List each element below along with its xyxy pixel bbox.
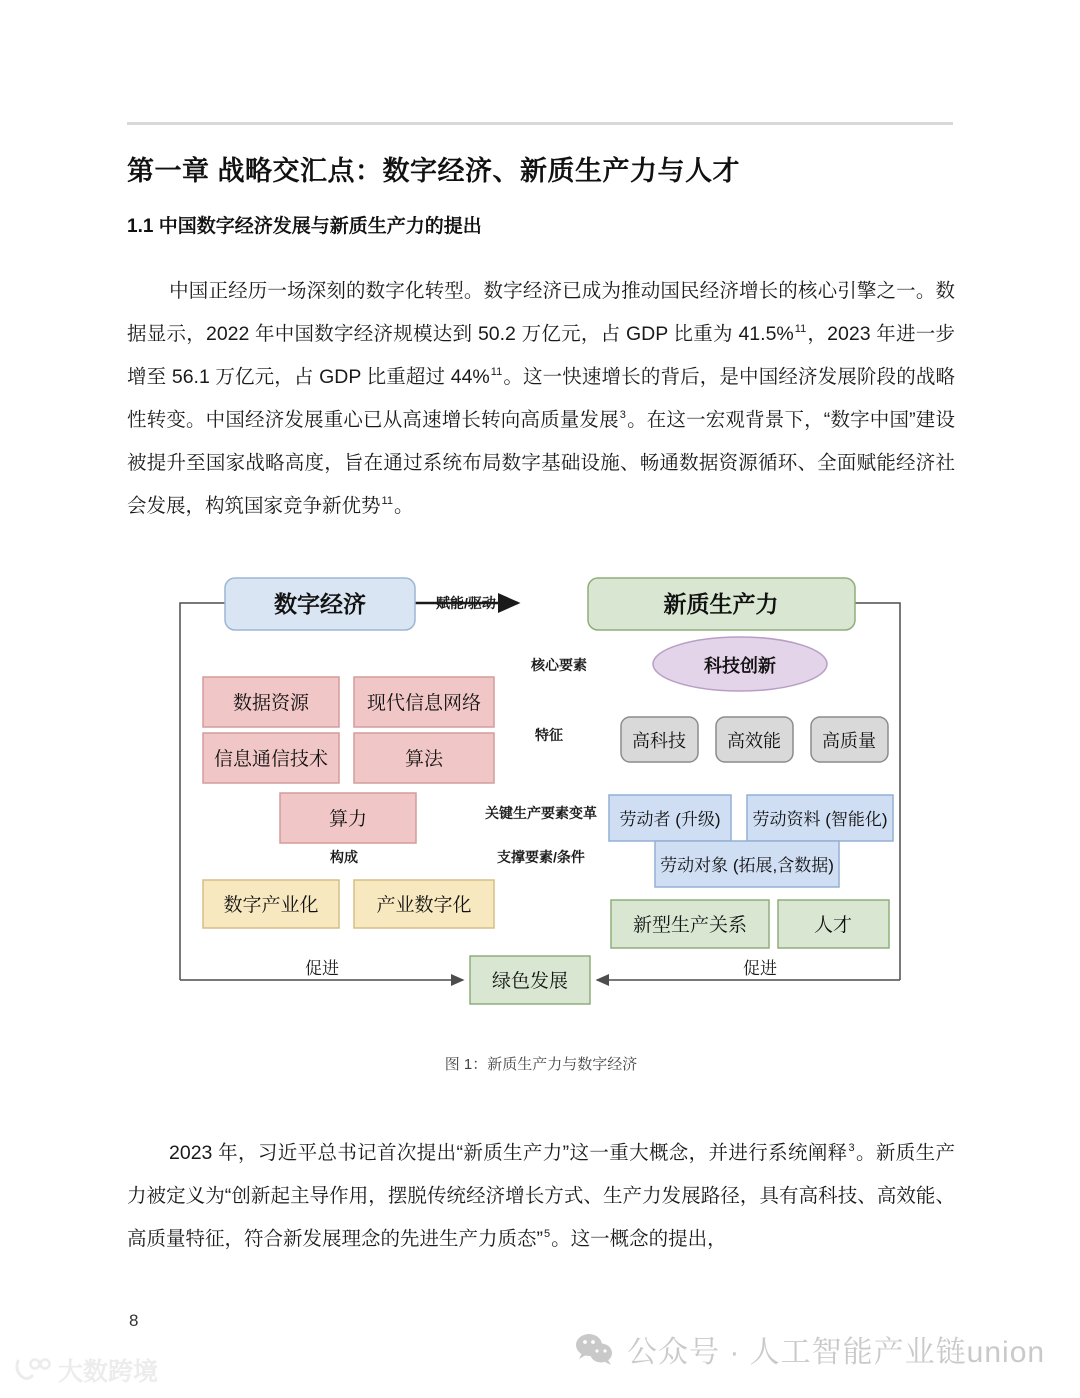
watermark-wechat-public-account: [575, 1327, 1045, 1371]
edge-label-promote-right: 促进: [743, 959, 777, 978]
page-number: 8: [129, 1311, 139, 1330]
body-paragraph-2: [127, 1132, 955, 1261]
body-paragraph-1: [127, 270, 955, 528]
factor-reform-0: [609, 795, 731, 841]
row-label-core-element: 核心要素: [531, 657, 587, 673]
p1-segment-1: 中国正经历一场深刻的数字化转型。数字经济已成为推动国民经济增长的核心引擎之一。数据显示，2022 年中国数字经济规模达到 50.2 万亿元，占 GDP 比重为 41.5%: [127, 279, 955, 345]
diagram-canvas: [170, 560, 910, 1020]
characteristic-2-label: 高质量: [822, 731, 876, 751]
factor-reform-1-label: 劳动资料 (智能化): [752, 810, 888, 829]
characteristic-0-label: 高科技: [632, 731, 686, 751]
left-element-2-label: 信息通信技术: [213, 749, 329, 770]
figure-diagram: [170, 560, 910, 1020]
p1-footnote-4: 11: [381, 495, 393, 507]
p2-footnote-1: 3: [848, 1142, 855, 1154]
left-element-0-label: 数据资源: [232, 693, 310, 714]
left-element-3-label: 算法: [404, 749, 444, 770]
composition-item-0-label: 数字产业化: [223, 895, 319, 916]
supporting-item-0: [611, 900, 769, 948]
p1-segment-5: 。: [393, 494, 414, 517]
left-element-1-label: 现代信息网络: [366, 693, 482, 714]
section-heading: 1.1 中国数字经济发展与新质生产力的提出: [127, 215, 482, 237]
node-new-productive-forces: [588, 578, 855, 630]
characteristic-0: [621, 717, 698, 762]
p2-segment-3: 。这一概念的提出，: [551, 1227, 727, 1250]
factor-reform-1: [747, 795, 893, 841]
edge-label-enable-drive: 赋能/驱动: [436, 595, 496, 611]
p1-footnote-3: 3: [619, 409, 626, 421]
left-element-4-label: 算力: [328, 809, 368, 830]
left-element-4: [280, 793, 416, 843]
row-label-supporting-conditions: 支撑要素/条件: [497, 849, 585, 865]
left-element-0: [203, 677, 339, 727]
p1-footnote-1: 11: [794, 323, 807, 335]
p1-segment-4: 。在这一宏观背景下，“数字中国”建设被提升至国家战略高度，旨在通过系统布局数字基础设施、畅通数据资源循环、全面赋能经济社会发展，构筑国家竞争新优势: [127, 408, 955, 517]
left-element-2: [203, 733, 339, 783]
wechat-icon: [575, 1332, 615, 1366]
node-green-development: [470, 956, 590, 1004]
supporting-item-1-label: 人才: [813, 915, 853, 936]
brand-mark-icon: [14, 1357, 52, 1383]
p1-footnote-2: 11: [490, 366, 503, 378]
characteristic-1: [716, 717, 793, 762]
supporting-item-0-label: 新型生产关系: [632, 915, 748, 936]
watermark-brand-label: 大数跨境: [58, 1358, 159, 1386]
characteristic-1-label: 高效能: [727, 731, 781, 751]
row-label-characteristics: 特征: [535, 727, 563, 743]
watermark-brand: [14, 1352, 158, 1388]
factor-reform-2-label: 劳动对象 (拓展,含数据): [660, 856, 834, 875]
node-tech-innovation-label: 科技创新: [704, 656, 776, 676]
p2-footnote-2: 5: [544, 1228, 551, 1240]
node-tech-innovation: [653, 637, 827, 691]
factor-reform-0-label: 劳动者 (升级): [619, 810, 721, 829]
node-new-productive-forces-label: 新质生产力: [663, 591, 779, 617]
p2-segment-1: 2023 年，习近平总书记首次提出“新质生产力”这一重大概念，并进行系统阐释: [169, 1141, 848, 1164]
left-element-1: [354, 677, 494, 727]
header-divider: [127, 122, 953, 125]
page-title: 第一章 战略交汇点：数字经济、新质生产力与人才: [127, 156, 741, 187]
characteristic-2: [811, 717, 888, 762]
composition-item-1: [354, 880, 494, 928]
row-label-composition: 构成: [330, 849, 358, 865]
node-digital-economy: [225, 578, 415, 630]
edge-label-promote-left: 促进: [305, 959, 339, 978]
node-green-development-label: 绿色发展: [491, 971, 569, 992]
composition-item-1-label: 产业数字化: [376, 895, 472, 916]
left-element-3: [354, 733, 494, 783]
watermark-wechat-label: 公众号 · 人工智能产业链union: [627, 1336, 1046, 1369]
composition-item-0: [203, 880, 339, 928]
figure-caption: 图 1：新质生产力与数字经济: [444, 1056, 638, 1073]
supporting-item-1: [778, 900, 889, 948]
p1-segment-3: 。这一快速增长的背后，是中国经济发展阶段的战略性转变。中国经济发展重心已从高速增长转向高质量发展: [127, 365, 955, 431]
p1-segment-2: ，2023 年进一步增至 56.1 万亿元，占 GDP 比重超过 44%: [127, 322, 955, 388]
p2-segment-2: 。新质生产力被定义为“创新起主导作用，摆脱传统经济增长方式、生产力发展路径，具有高科技、高效能、高质量特征，符合新发展理念的先进生产力质态”: [127, 1141, 955, 1250]
row-label-key-factor-reform: 关键生产要素变革: [485, 805, 597, 821]
factor-reform-2: [655, 841, 839, 887]
node-digital-economy-label: 数字经济: [274, 591, 366, 617]
